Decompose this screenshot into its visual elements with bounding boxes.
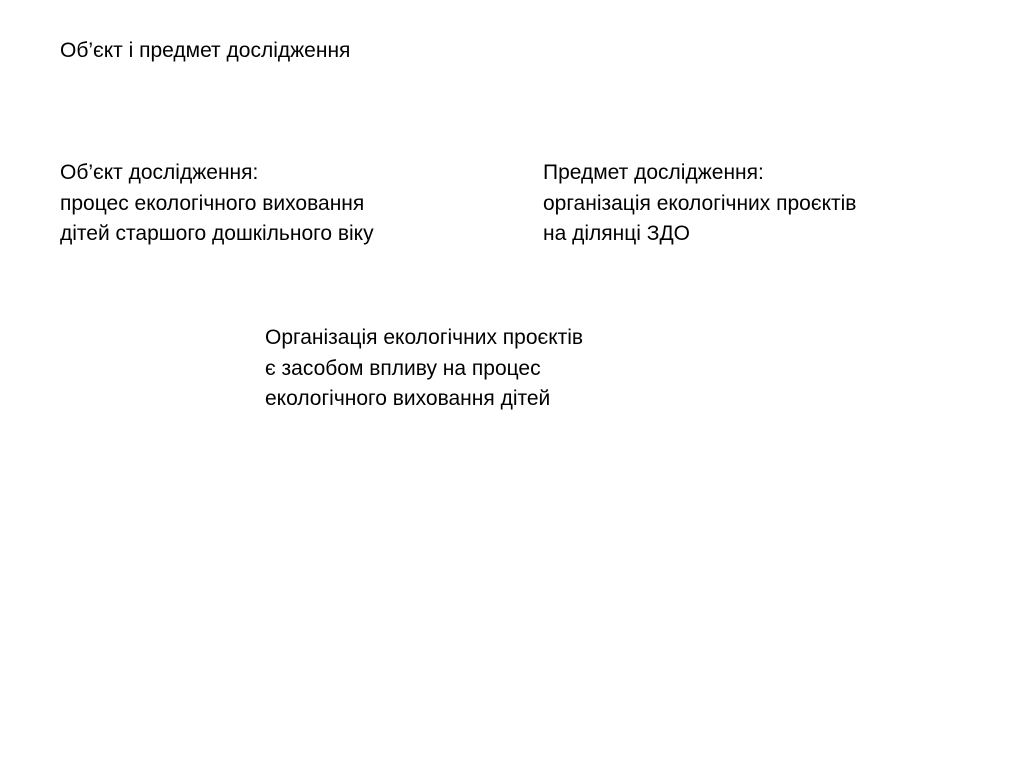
hypothesis-line: екологічного виховання дітей [265, 387, 551, 410]
hypothesis-line: є засобом впливу на процес [265, 356, 541, 380]
slide-title: Об’єкт і предмет дослідження [60, 39, 351, 62]
object-line: дітей старшого дошкільного віку [60, 222, 374, 245]
subject-line: на ділянці ЗДО [543, 222, 691, 245]
hypothesis-line: Організація екологічних проєктів [265, 326, 584, 349]
object-line: процес екологічного виховання [60, 191, 365, 215]
object-of-research [60, 158, 374, 250]
subject-line: організація екологічних проєктів [543, 191, 857, 215]
research-hypothesis [265, 323, 583, 415]
object-heading: Об’єкт дослідження: [60, 161, 259, 184]
subject-of-research [543, 158, 856, 250]
subject-heading: Предмет дослідження: [543, 161, 764, 184]
